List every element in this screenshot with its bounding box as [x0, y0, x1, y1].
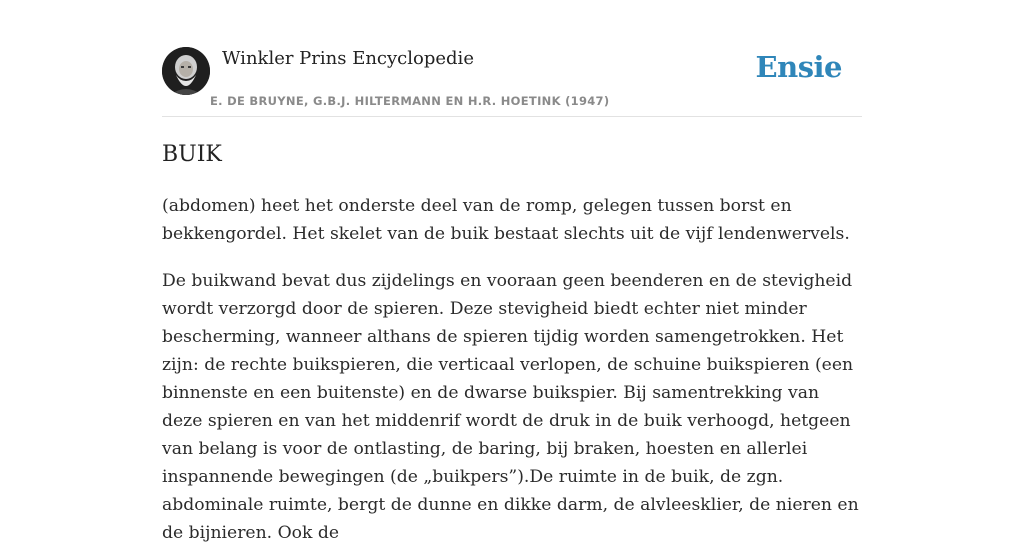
article-page: [162, 0, 862, 543]
article-headword: BUIK: [162, 142, 222, 167]
article-paragraph: De buikwand bevat dus zijdelings en vooraan geen beenderen en de stevigheid wordt verzorgd door de spieren. Deze stevigheid biedt echter niet minder bescherming, wanneer althans de spieren tijdig worden samengetrokken. Het zijn: de rechte buikspieren, die verticaal verlopen, de schuine buikspieren (een binnenste en een buitenste) en de dwarse buikspier. Bij samentrekking van deze spieren en van het middenrif wordt de druk in de buik verhoogd, hetgeen van belang is voor de ontlasting, de baring, bij braken, hoesten en allerlei inspannende bewegingen (de „buikpers”).De ruimte in de buik, de zgn. abdominale ruimte, bergt de dunne en dikke darm, de alvleesklier, de nieren en de bijnieren. Ook de: [162, 271, 859, 543]
author-avatar[interactable]: [162, 47, 210, 95]
encyclopedia-title[interactable]: Winkler Prins Encyclopedie: [222, 48, 474, 69]
authors-line: E. DE BRUYNE, G.B.J. HILTERMANN EN H.R. HOETINK (1947): [210, 94, 610, 108]
brand-logo[interactable]: Ensie: [755, 50, 842, 84]
article-paragraph: (abdomen) heet het onderste deel van de romp, gelegen tussen borst en bekkengordel. Het skelet van de buik bestaat slechts uit de vijf lendenwervels.: [162, 196, 850, 244]
article-header: [162, 0, 862, 117]
author-portrait-icon: [162, 47, 210, 95]
